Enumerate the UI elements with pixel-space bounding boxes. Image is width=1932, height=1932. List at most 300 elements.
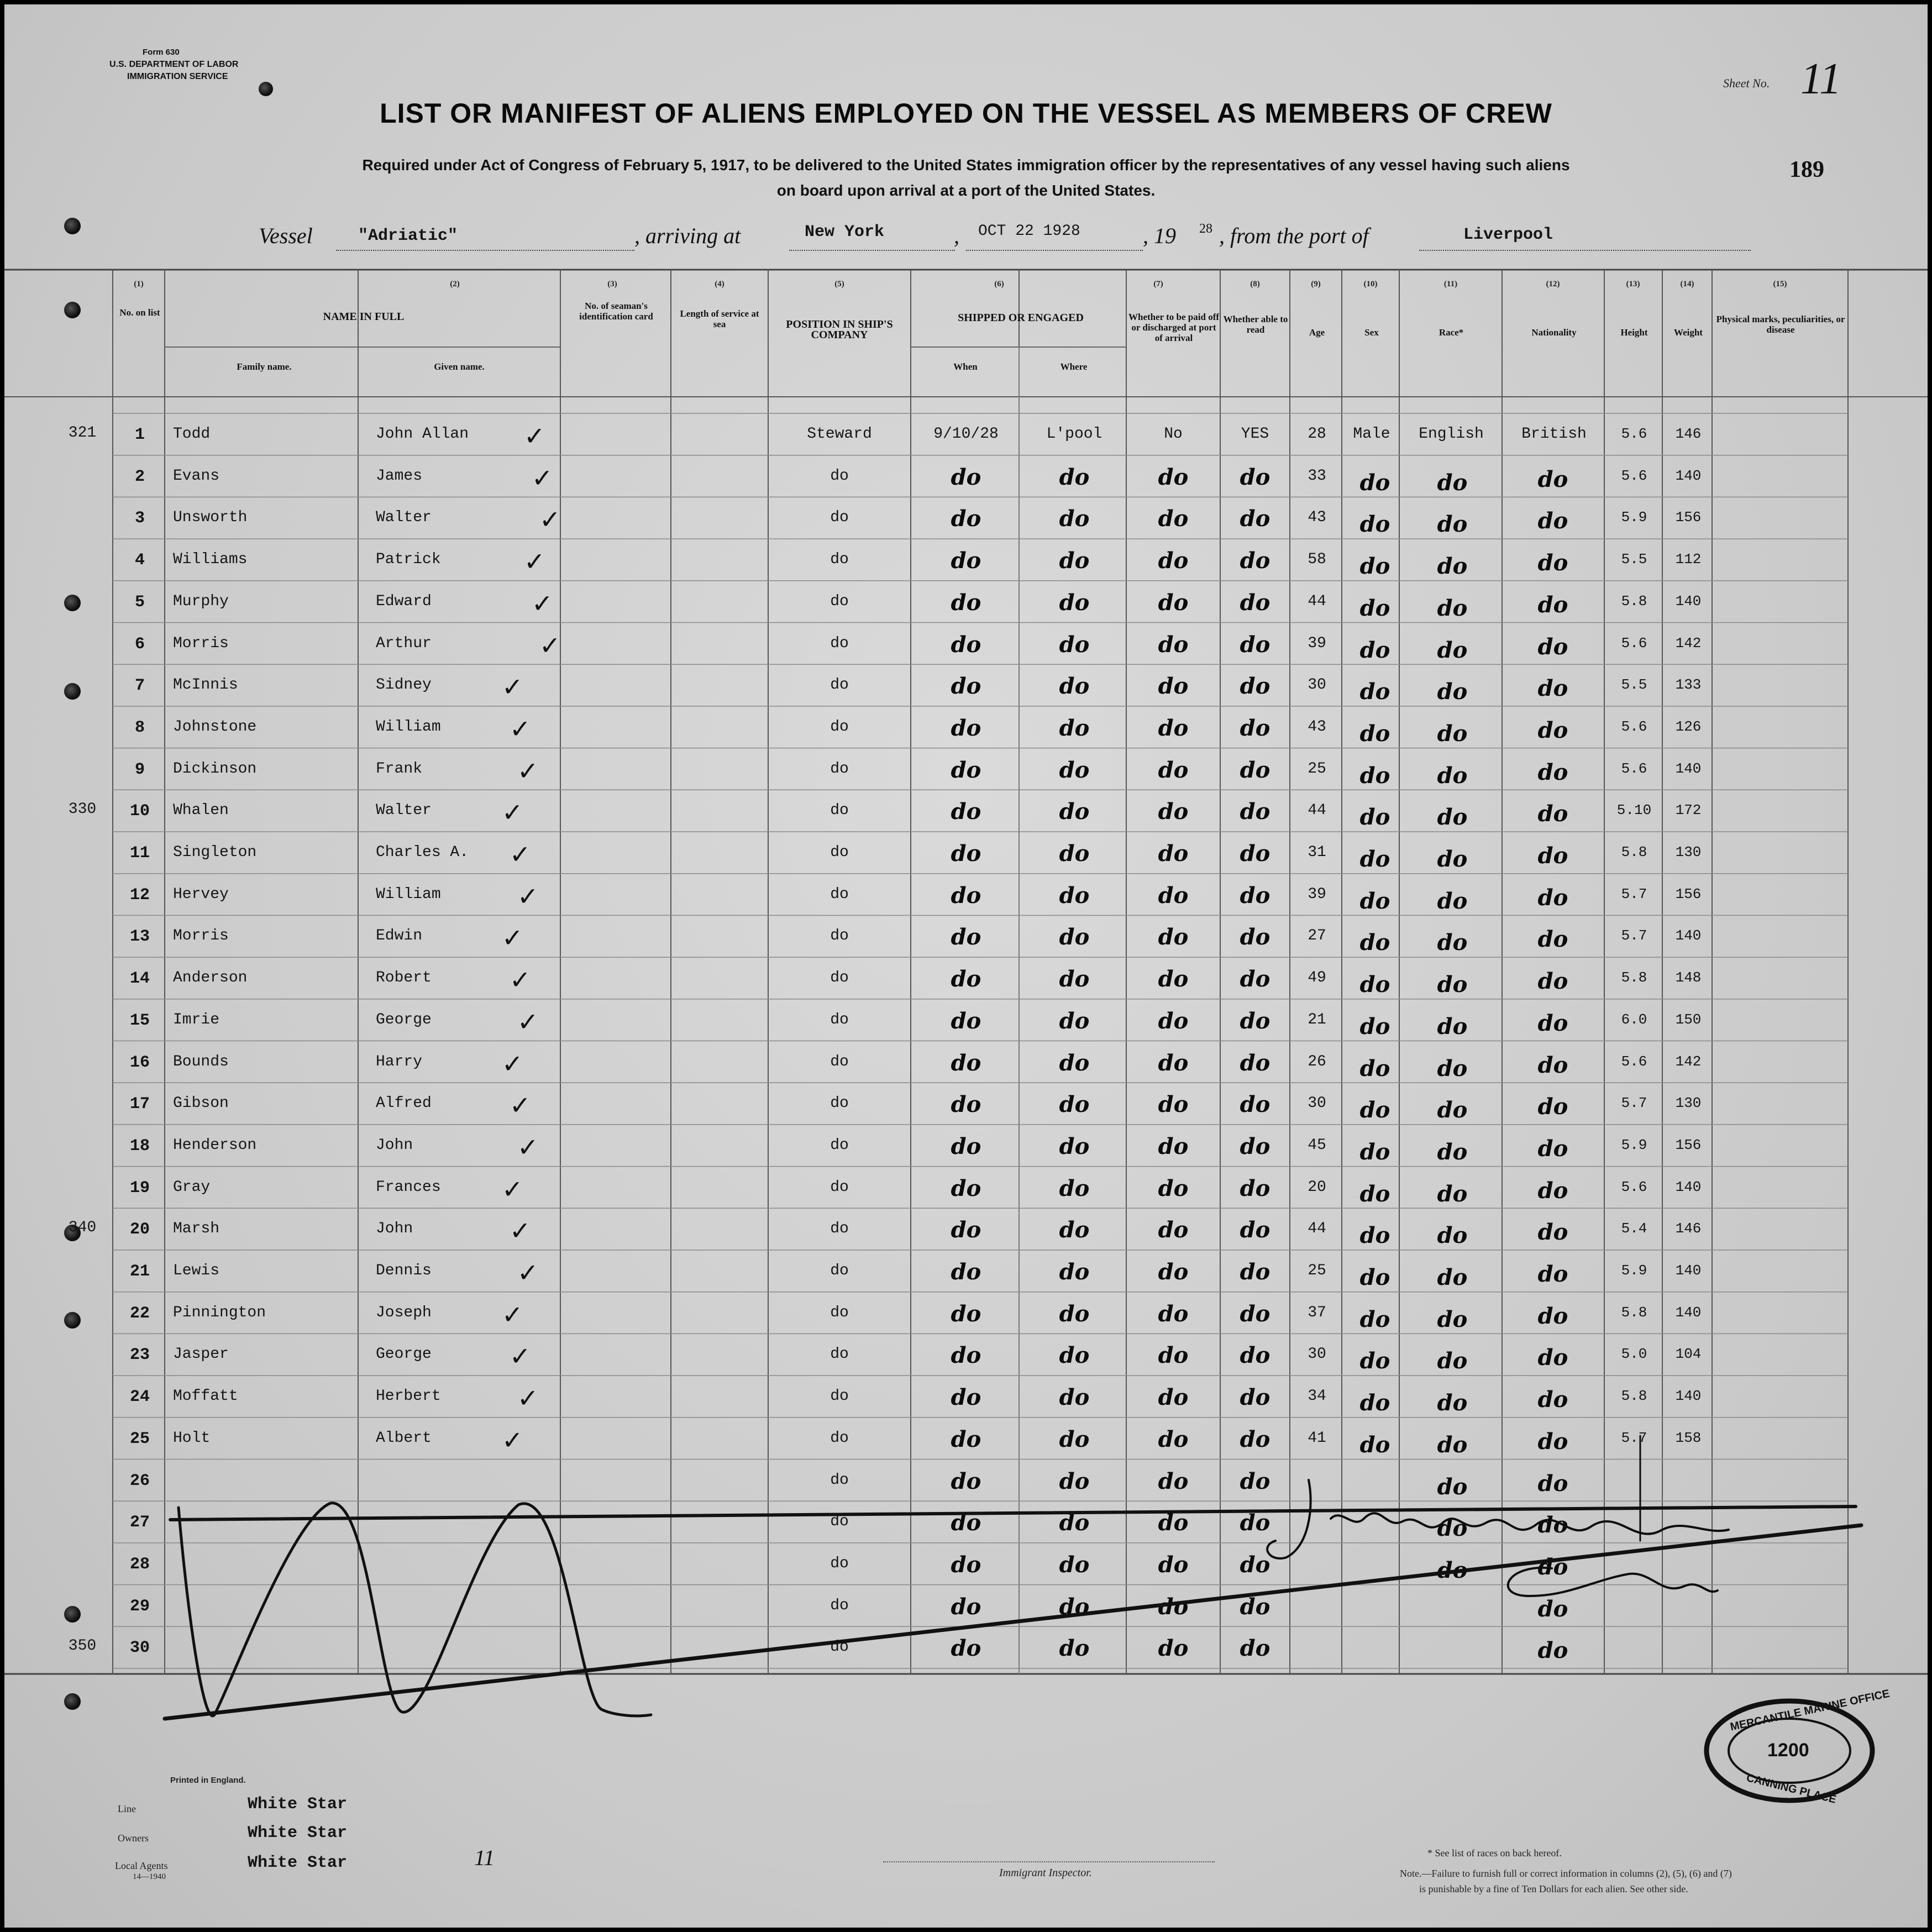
age-value: 43: [1308, 509, 1326, 527]
position-value: do: [830, 1388, 849, 1405]
ditto-mark-read: do: [1240, 1133, 1271, 1159]
ditto-mark-race: do: [1437, 679, 1468, 705]
ditto-mark-when: do: [951, 1217, 981, 1243]
row-number: 30: [129, 1639, 150, 1658]
ditto-mark-read: do: [1240, 548, 1271, 574]
read-value: YES: [1241, 426, 1269, 443]
ditto-mark-race: do: [1437, 1348, 1468, 1374]
family-name: Evans: [173, 467, 220, 485]
family-name: Dickinson: [173, 760, 257, 778]
ditto-mark-sex: do: [1359, 1348, 1390, 1374]
given-name: Arthur: [376, 634, 432, 652]
age-value: 58: [1308, 551, 1326, 569]
column-number: (1): [134, 280, 144, 288]
ditto-mark-when: do: [951, 715, 981, 741]
column-number: (6): [994, 280, 1004, 288]
ditto-mark-paid: do: [1158, 548, 1189, 574]
check-mark-icon: ✓: [517, 1258, 539, 1288]
side-count-number: 350: [68, 1637, 97, 1655]
nationality-value: British: [1521, 426, 1587, 443]
weight-value: 158: [1675, 1429, 1702, 1446]
ditto-mark-nationality: do: [1537, 717, 1568, 743]
side-count-number: 321: [68, 424, 97, 442]
ditto-mark-paid: do: [1158, 1007, 1189, 1034]
column-number: (8): [1250, 280, 1260, 288]
ditto-mark-read: do: [1240, 1007, 1271, 1034]
height-value: 5.6: [1621, 1178, 1647, 1195]
agents-value: White Star: [248, 1854, 348, 1872]
arriving-label: , arriving at: [634, 223, 741, 248]
header-length-service: Length of service at sea: [680, 308, 759, 329]
weight-value: 130: [1675, 1095, 1702, 1112]
row-number: 12: [129, 885, 150, 905]
ditto-mark-nationality: do: [1537, 1010, 1568, 1036]
ditto-mark-when: do: [951, 548, 981, 574]
weight-value: 156: [1675, 1136, 1702, 1153]
subtitle-line-1: Required under Act of Congress of February 5, 1917, to be delivered to the United States immigration officer by the representatives of any vessel having such aliens: [362, 156, 1570, 174]
row-number: 26: [129, 1471, 150, 1490]
year-value: 28: [1199, 222, 1212, 236]
row-number: 22: [129, 1304, 150, 1323]
row-number: 28: [129, 1555, 150, 1574]
check-mark-icon: ✓: [502, 1174, 523, 1204]
position-value: do: [830, 1053, 849, 1070]
ditto-mark-race: do: [1437, 762, 1468, 789]
printed-in-england: Printed in England.: [170, 1776, 246, 1785]
header-position: POSITION IN SHIP'S COMPANY: [786, 318, 893, 341]
check-mark-icon: ✓: [502, 1299, 523, 1330]
ditto-mark-paid: do: [1158, 1133, 1189, 1159]
ditto-mark-sex: do: [1359, 846, 1390, 872]
header-given-name: Given name.: [434, 361, 485, 372]
when-value: 9/10/28: [933, 426, 999, 443]
ditto-mark-nationality: do: [1537, 1219, 1568, 1246]
position-value: do: [830, 1471, 849, 1489]
given-name: Frank: [376, 760, 423, 778]
row-number: 16: [129, 1053, 150, 1072]
ditto-mark-race: do: [1437, 469, 1468, 496]
family-name: Unsworth: [173, 509, 248, 527]
ditto-mark-paid: do: [1158, 882, 1189, 909]
row-number: 27: [129, 1513, 150, 1532]
ditto-mark-paid: do: [1158, 1468, 1189, 1494]
age-value: 44: [1308, 802, 1326, 820]
row-number: 10: [129, 802, 150, 821]
age-value: 27: [1308, 927, 1326, 945]
ditto-mark-paid: do: [1158, 631, 1189, 658]
weight-value: 142: [1675, 634, 1702, 652]
ditto-mark-nationality: do: [1537, 1428, 1568, 1455]
weight-value: 142: [1675, 1053, 1702, 1070]
header-sex: Sex: [1364, 327, 1379, 338]
family-name: Todd: [173, 426, 211, 443]
ditto-mark-nationality: do: [1537, 1470, 1568, 1497]
ditto-mark-nationality: do: [1537, 1052, 1568, 1078]
given-name: Walter: [376, 509, 432, 527]
ditto-mark-where: do: [1059, 1091, 1090, 1118]
weight-value: 140: [1675, 1178, 1702, 1195]
age-value: 43: [1308, 718, 1326, 736]
column-number: (15): [1773, 280, 1787, 288]
column-number: (2): [450, 280, 460, 288]
ditto-mark-nationality: do: [1537, 1261, 1568, 1287]
height-value: 5.7: [1621, 885, 1647, 902]
ditto-mark-paid: do: [1158, 1259, 1189, 1285]
check-mark-icon: ✓: [532, 588, 553, 618]
column-number: (4): [715, 280, 725, 288]
ditto-mark-nationality: do: [1537, 1387, 1568, 1413]
ditto-mark-when: do: [951, 1091, 981, 1118]
header-family-name: Family name.: [237, 361, 292, 372]
subtitle-line-2: on board upon arrival at a port of the United States.: [776, 182, 1156, 199]
row-number: 4: [134, 551, 145, 570]
family-name: Anderson: [173, 969, 248, 987]
family-name: McInnis: [173, 676, 238, 694]
check-mark-icon: ✓: [510, 1216, 531, 1246]
check-mark-icon: ✓: [532, 463, 553, 493]
height-value: 5.4: [1621, 1220, 1647, 1237]
row-number: 25: [129, 1429, 150, 1448]
row-number: 20: [129, 1220, 150, 1240]
ditto-mark-sex: do: [1359, 762, 1390, 789]
family-name: Johnstone: [173, 718, 257, 736]
ditto-mark-sex: do: [1359, 1264, 1390, 1290]
check-mark-icon: ✓: [510, 1090, 531, 1121]
ditto-mark-where: do: [1059, 1007, 1090, 1034]
ditto-mark-when: do: [951, 673, 981, 700]
ditto-mark-paid: do: [1158, 715, 1189, 741]
ditto-mark-nationality: do: [1537, 1553, 1568, 1580]
weight-value: 156: [1675, 509, 1702, 526]
ditto-mark-when: do: [951, 841, 981, 867]
side-count-number: 330: [68, 801, 97, 818]
ditto-mark-where: do: [1059, 1635, 1090, 1662]
row-number: 19: [129, 1178, 150, 1198]
ditto-mark-nationality: do: [1537, 843, 1568, 869]
age-value: 45: [1308, 1136, 1326, 1154]
weight-value: 146: [1675, 1220, 1702, 1237]
age-value: 26: [1308, 1053, 1326, 1070]
age-value: 49: [1308, 969, 1326, 987]
ditto-mark-where: do: [1059, 966, 1090, 993]
given-name: Harry: [376, 1053, 423, 1070]
agents-label: Local Agents: [115, 1860, 168, 1871]
height-value: 5.6: [1621, 718, 1647, 735]
ditto-mark-nationality: do: [1537, 1135, 1568, 1162]
header-where: Where: [1060, 361, 1088, 372]
position-value: do: [830, 760, 849, 778]
weight-value: 172: [1675, 802, 1702, 819]
position-value: do: [830, 551, 849, 569]
ditto-mark-race: do: [1437, 1557, 1468, 1583]
ditto-mark-race: do: [1437, 1222, 1468, 1249]
ditto-mark-when: do: [951, 757, 981, 783]
inspector-underline: [883, 1861, 1215, 1862]
ditto-mark-where: do: [1059, 1217, 1090, 1243]
ditto-mark-race: do: [1437, 930, 1468, 956]
ditto-mark-paid: do: [1158, 757, 1189, 783]
manifest-page: [4, 4, 1928, 1928]
weight-value: 140: [1675, 467, 1702, 484]
ditto-mark-read: do: [1240, 1384, 1271, 1411]
family-name: Gray: [173, 1178, 211, 1196]
column-number: (11): [1443, 280, 1458, 288]
ditto-mark-paid: do: [1158, 966, 1189, 993]
header-shipped: SHIPPED OR ENGAGED: [958, 312, 1084, 324]
ditto-mark-read: do: [1240, 589, 1271, 616]
weight-value: 104: [1675, 1346, 1702, 1363]
ditto-mark-where: do: [1059, 1300, 1090, 1327]
height-value: 5.7: [1621, 1429, 1647, 1446]
age-value: 39: [1308, 885, 1326, 903]
ditto-mark-when: do: [951, 882, 981, 909]
height-value: 5.8: [1621, 969, 1647, 986]
row-number: 2: [134, 467, 145, 486]
given-name: Edward: [376, 592, 432, 610]
fine-note-1: Note.—Failure to furnish full or correct information in columns (2), (5), (6) and (7): [1400, 1868, 1732, 1879]
given-name: Robert: [376, 969, 432, 987]
family-name: Lewis: [173, 1262, 220, 1279]
height-value: 5.6: [1621, 1053, 1647, 1070]
ditto-mark-race: do: [1437, 1431, 1468, 1458]
given-name: Charles A.: [376, 844, 469, 861]
ditto-mark-where: do: [1059, 464, 1090, 490]
ditto-mark-when: do: [951, 1468, 981, 1494]
ditto-mark-when: do: [951, 589, 981, 616]
service-label: IMMIGRATION SERVICE: [127, 72, 228, 81]
ditto-mark-read: do: [1240, 966, 1271, 993]
position-value: do: [830, 592, 849, 610]
position-value: do: [830, 802, 849, 820]
family-name: Henderson: [173, 1136, 257, 1154]
ditto-mark-read: do: [1240, 1635, 1271, 1662]
given-name: Frances: [376, 1178, 441, 1196]
ditto-mark-sex: do: [1359, 1055, 1390, 1082]
ditto-mark-nationality: do: [1537, 801, 1568, 827]
ditto-mark-where: do: [1059, 1133, 1090, 1159]
family-name: Gibson: [173, 1095, 229, 1112]
ditto-mark-sex: do: [1359, 1138, 1390, 1165]
ditto-mark-when: do: [951, 1342, 981, 1369]
ditto-mark-race: do: [1437, 1097, 1468, 1124]
row-number: 24: [129, 1388, 150, 1407]
header-name-in-full: NAME IN FULL: [323, 311, 405, 323]
height-value: 5.9: [1621, 1262, 1647, 1279]
given-name: Alfred: [376, 1095, 432, 1112]
ditto-mark-race: do: [1437, 1055, 1468, 1082]
position-value: do: [830, 885, 849, 903]
inspector-label: Immigrant Inspector.: [999, 1867, 1092, 1879]
check-mark-icon: ✓: [502, 1425, 523, 1455]
column-number: (12): [1546, 280, 1560, 288]
row-number: 7: [134, 676, 145, 696]
weight-value: 146: [1675, 426, 1702, 442]
ditto-mark-paid: do: [1158, 673, 1189, 700]
ditto-mark-where: do: [1059, 1384, 1090, 1411]
ditto-mark-race: do: [1437, 846, 1468, 872]
weight-value: 140: [1675, 1304, 1702, 1321]
ditto-mark-where: do: [1059, 673, 1090, 700]
column-number: (9): [1311, 280, 1321, 288]
ditto-mark-where: do: [1059, 715, 1090, 741]
ditto-mark-read: do: [1240, 1551, 1271, 1578]
ditto-mark-sex: do: [1359, 1180, 1390, 1207]
weight-value: 133: [1675, 676, 1702, 694]
ditto-mark-paid: do: [1158, 1426, 1189, 1452]
ditto-mark-paid: do: [1158, 506, 1189, 532]
weight-value: 148: [1675, 969, 1702, 986]
family-name: Singleton: [173, 844, 257, 861]
given-name: James: [376, 467, 423, 485]
ditto-mark-when: do: [951, 1635, 981, 1662]
position-value: do: [830, 1178, 849, 1196]
age-value: 37: [1308, 1304, 1326, 1321]
weight-value: 156: [1675, 885, 1702, 902]
ditto-mark-race: do: [1437, 1473, 1468, 1500]
ditto-mark-nationality: do: [1537, 926, 1568, 953]
ditto-mark-read: do: [1240, 631, 1271, 658]
vessel-name: "Adriatic": [358, 227, 458, 245]
position-value: do: [830, 1513, 849, 1531]
ditto-mark-sex: do: [1359, 888, 1390, 914]
position-value: do: [830, 1429, 849, 1447]
age-value: 30: [1308, 1346, 1326, 1363]
ditto-mark-sex: do: [1359, 930, 1390, 956]
ditto-mark-where: do: [1059, 548, 1090, 574]
ditto-mark-read: do: [1240, 1468, 1271, 1494]
sheet-label: Sheet No.: [1723, 76, 1770, 90]
ditto-mark-when: do: [951, 1551, 981, 1578]
ditto-mark-paid: do: [1158, 1300, 1189, 1327]
family-name: Morris: [173, 634, 229, 652]
family-name: Whalen: [173, 802, 229, 820]
ditto-mark-paid: do: [1158, 1510, 1189, 1536]
ditto-mark-sex: do: [1359, 595, 1390, 621]
ditto-mark-where: do: [1059, 757, 1090, 783]
header-weight: Weight: [1674, 327, 1703, 338]
check-mark-icon: ✓: [524, 547, 545, 577]
family-name: Hervey: [173, 885, 229, 903]
ditto-mark-read: do: [1240, 673, 1271, 700]
family-name: Bounds: [173, 1053, 229, 1070]
form-number: Form 630: [143, 48, 180, 57]
ditto-mark-race: do: [1437, 511, 1468, 538]
column-number: (5): [834, 280, 844, 288]
ditto-mark-read: do: [1240, 1510, 1271, 1536]
ditto-mark-where: do: [1059, 1175, 1090, 1201]
row-number: 21: [129, 1262, 150, 1281]
check-mark-icon: ✓: [517, 1132, 539, 1162]
row-number: 23: [129, 1346, 150, 1365]
ditto-mark-nationality: do: [1537, 508, 1568, 534]
given-name: George: [376, 1346, 432, 1363]
row-number: 9: [134, 760, 145, 779]
given-name: Sidney: [376, 676, 432, 694]
ditto-mark-paid: do: [1158, 1384, 1189, 1411]
ditto-mark-nationality: do: [1537, 884, 1568, 911]
from-port: Liverpool: [1463, 225, 1553, 244]
age-value: 41: [1308, 1429, 1326, 1447]
position-value: do: [830, 509, 849, 527]
family-name: Murphy: [173, 592, 229, 610]
ditto-mark-read: do: [1240, 464, 1271, 490]
height-value: 5.6: [1621, 426, 1647, 442]
row-number: 14: [129, 969, 150, 989]
position-value: do: [830, 1011, 849, 1028]
cancellation-marks: [4, 4, 1928, 1928]
ditto-mark-when: do: [951, 1300, 981, 1327]
check-mark-icon: ✓: [510, 839, 531, 869]
ditto-mark-where: do: [1059, 1049, 1090, 1076]
family-name: Morris: [173, 927, 229, 945]
ditto-mark-nationality: do: [1537, 591, 1568, 618]
age-value: 33: [1308, 467, 1326, 485]
position-value: do: [830, 1639, 849, 1656]
position-value: do: [830, 969, 849, 987]
ditto-mark-read: do: [1240, 1426, 1271, 1452]
ditto-mark-sex: do: [1359, 469, 1390, 496]
ditto-mark-read: do: [1240, 924, 1271, 951]
column-number: (3): [607, 280, 617, 288]
check-mark-icon: ✓: [517, 1383, 539, 1414]
position-value: do: [830, 1262, 849, 1279]
ditto-mark-nationality: do: [1537, 968, 1568, 995]
ditto-mark-nationality: do: [1537, 1177, 1568, 1204]
ditto-mark-sex: do: [1359, 720, 1390, 747]
ditto-mark-where: do: [1059, 1426, 1090, 1452]
height-value: 5.5: [1621, 551, 1647, 568]
ditto-mark-nationality: do: [1537, 1094, 1568, 1120]
header-age: Age: [1309, 327, 1325, 338]
sheet-number: 11: [1800, 55, 1842, 103]
header-nationality: Nationality: [1531, 327, 1577, 338]
given-name: Joseph: [376, 1304, 432, 1321]
ditto-mark-where: do: [1059, 1342, 1090, 1369]
ditto-mark-paid: do: [1158, 799, 1189, 825]
ditto-mark-nationality: do: [1537, 1637, 1568, 1664]
position-value: do: [830, 844, 849, 861]
age-value: 25: [1308, 760, 1326, 778]
ditto-mark-where: do: [1059, 924, 1090, 951]
row-number: 17: [129, 1095, 150, 1114]
ditto-mark-when: do: [951, 631, 981, 658]
height-value: 5.9: [1621, 1136, 1647, 1153]
ditto-mark-sex: do: [1359, 1097, 1390, 1124]
age-value: 34: [1308, 1388, 1326, 1405]
header-able-read: Whether able to read: [1223, 314, 1288, 335]
year-label: , 19: [1143, 223, 1176, 248]
ditto-mark-when: do: [951, 1175, 981, 1201]
ditto-mark-read: do: [1240, 1259, 1271, 1285]
weight-value: 140: [1675, 592, 1702, 610]
date-stamp: OCT 22 1928: [978, 223, 1080, 240]
races-note: * See list of races on back hereof.: [1427, 1847, 1562, 1859]
position-value: Steward: [807, 426, 872, 443]
ditto-mark-paid: do: [1158, 1593, 1189, 1620]
position-value: do: [830, 1095, 849, 1112]
header-seaman-card: No. of seaman's identification card: [579, 301, 653, 322]
ditto-mark-where: do: [1059, 799, 1090, 825]
check-mark-icon: ✓: [539, 505, 561, 535]
age-value: 44: [1308, 1220, 1326, 1238]
position-value: do: [830, 718, 849, 736]
line-value: White Star: [248, 1795, 348, 1814]
height-value: 5.8: [1621, 592, 1647, 610]
ditto-mark-race: do: [1437, 720, 1468, 747]
ditto-mark-where: do: [1059, 1510, 1090, 1536]
ditto-mark-nationality: do: [1537, 1345, 1568, 1371]
ditto-mark-sex: do: [1359, 553, 1390, 580]
